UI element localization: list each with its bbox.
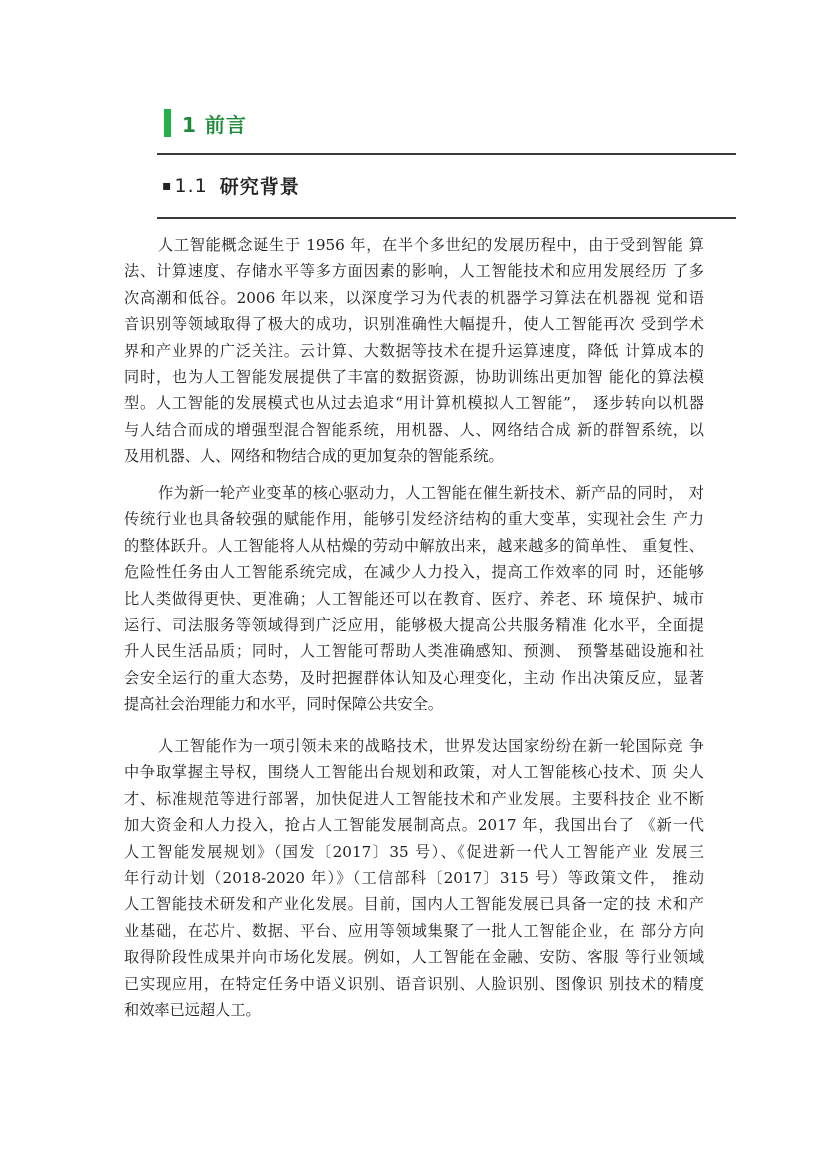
heading-divider-top [157,153,736,155]
text-line: 的整体跃升。人工智能将人从枯燥的劳动中解放出来，越来越多的简单性、 重复性、 [124,536,704,555]
text-line: 年行动计划（2018-2020 年）》（工信部科〔2017〕315 号）等政策文件， 推动 [124,868,704,887]
section-number: 1.1 [174,174,208,197]
text-line: 及用机器、人、网络和物结合成的更加复杂的智能系统。 [124,447,504,466]
text-line: 同时，也为人工智能发展提供了丰富的数据资源，协助训练出更加智 能化的算法模 [124,367,704,386]
text-line: 才、标准规范等进行部署，加快促进人工智能技术和产业发展。主要科技企 业不断 [124,789,704,808]
heading-bullet: ▪ [162,177,172,194]
text-line: 人工智能发展规划》（国发〔2017〕35 号）、《促进新一代人工智能产业 发展三 [124,842,704,861]
text-line: 加大资金和人力投入，抢占人工智能发展制高点。2017 年，我国出台了 《新一代 [124,816,704,835]
section-heading-2 [162,172,300,199]
text-line: 人工智能技术研发和产业化发展。目前，国内人工智能发展已具备一定的技 术和产 [124,895,704,914]
text-line: 取得阶段性成果并向市场化发展。例如，人工智能在金融、安防、客服 等行业领域 [124,948,704,967]
text-line: 危险性任务由人工智能系统完成，在减少人力投入，提高工作效率的同 时，还能够 [124,563,704,582]
text-line: 与人结合而成的增强型混合智能系统，用机器、人、网络结合成 新的群智系统，以 [124,420,704,439]
text-line: 界和产业界的广泛关注。云计算、大数据等技术在提升运算速度，降低 计算成本的 [124,341,704,360]
text-line: 法、计算速度、存储水平等多方面因素的影响，人工智能技术和应用发展经历 了多 [124,262,704,281]
section-heading-1-text: 1 前言 [182,112,247,137]
text-line: 业基础，在芯片、数据、平台、应用等领域集聚了一批人工智能企业，在 部分方向 [124,921,704,940]
text-line: 次高潮和低谷。2006 年以来，以深度学习为代表的机器学习算法在机器视 觉和语 [124,288,704,307]
text-line: 已实现应用，在特定任务中语义识别、语音识别、人脸识别、图像识 别技术的精度 [124,974,704,993]
section-title: 研究背景 [219,176,300,198]
text-line: 运行、司法服务等领域得到广泛应用，能够极大提高公共服务精准 化水平，全面提 [124,615,704,634]
text-line: 提高社会治理能力和水平，同时保障公共安全。 [124,695,443,714]
text-line: 人工智能作为一项引领未来的战略技术，世界发达国家纷纷在新一轮国际竞 争 [158,737,704,755]
text-line: 和效率已远超人工。 [124,1000,261,1019]
text-line: 升人民生活品质；同时，人工智能可帮助人类准确感知、预测、 预警基础设施和社 [124,642,704,661]
text-line: 人工智能概念诞生于 1956 年，在半个多世纪的发展历程中，由于受到智能 算 [158,236,704,254]
section-heading-1 [164,108,247,138]
heading-accent-bar [164,109,171,137]
text-line: 传统行业也具备较强的赋能作用，能够引发经济结构的重大变革，实现社会生 产力 [124,510,704,529]
text-line: 比人类做得更快、更准确；人工智能还可以在教育、医疗、养老、环 境保护、城市 [124,589,704,608]
heading-divider-bottom [157,217,736,219]
text-line: 型。人工智能的发展模式也从过去追求“用计算机模拟人工智能”， 逐步转向以机器 [124,394,704,413]
paragraph-2 [124,480,704,718]
text-line: 音识别等领域取得了极大的成功，识别准确性大幅提升，使人工智能再次 受到学术 [124,315,704,334]
paragraph-1 [124,232,704,470]
text-line: 作为新一轮产业变革的核心驱动力，人工智能在催生新技术、新产品的同时， 对 [158,484,704,502]
paragraph-3 [124,733,704,1023]
text-line: 中争取掌握主导权，围绕人工智能出台规划和政策，对人工智能核心技术、顶 尖人 [124,763,704,782]
text-line: 会安全运行的重大态势，及时把握群体认知及心理变化，主动 作出决策反应，显著 [124,668,704,687]
